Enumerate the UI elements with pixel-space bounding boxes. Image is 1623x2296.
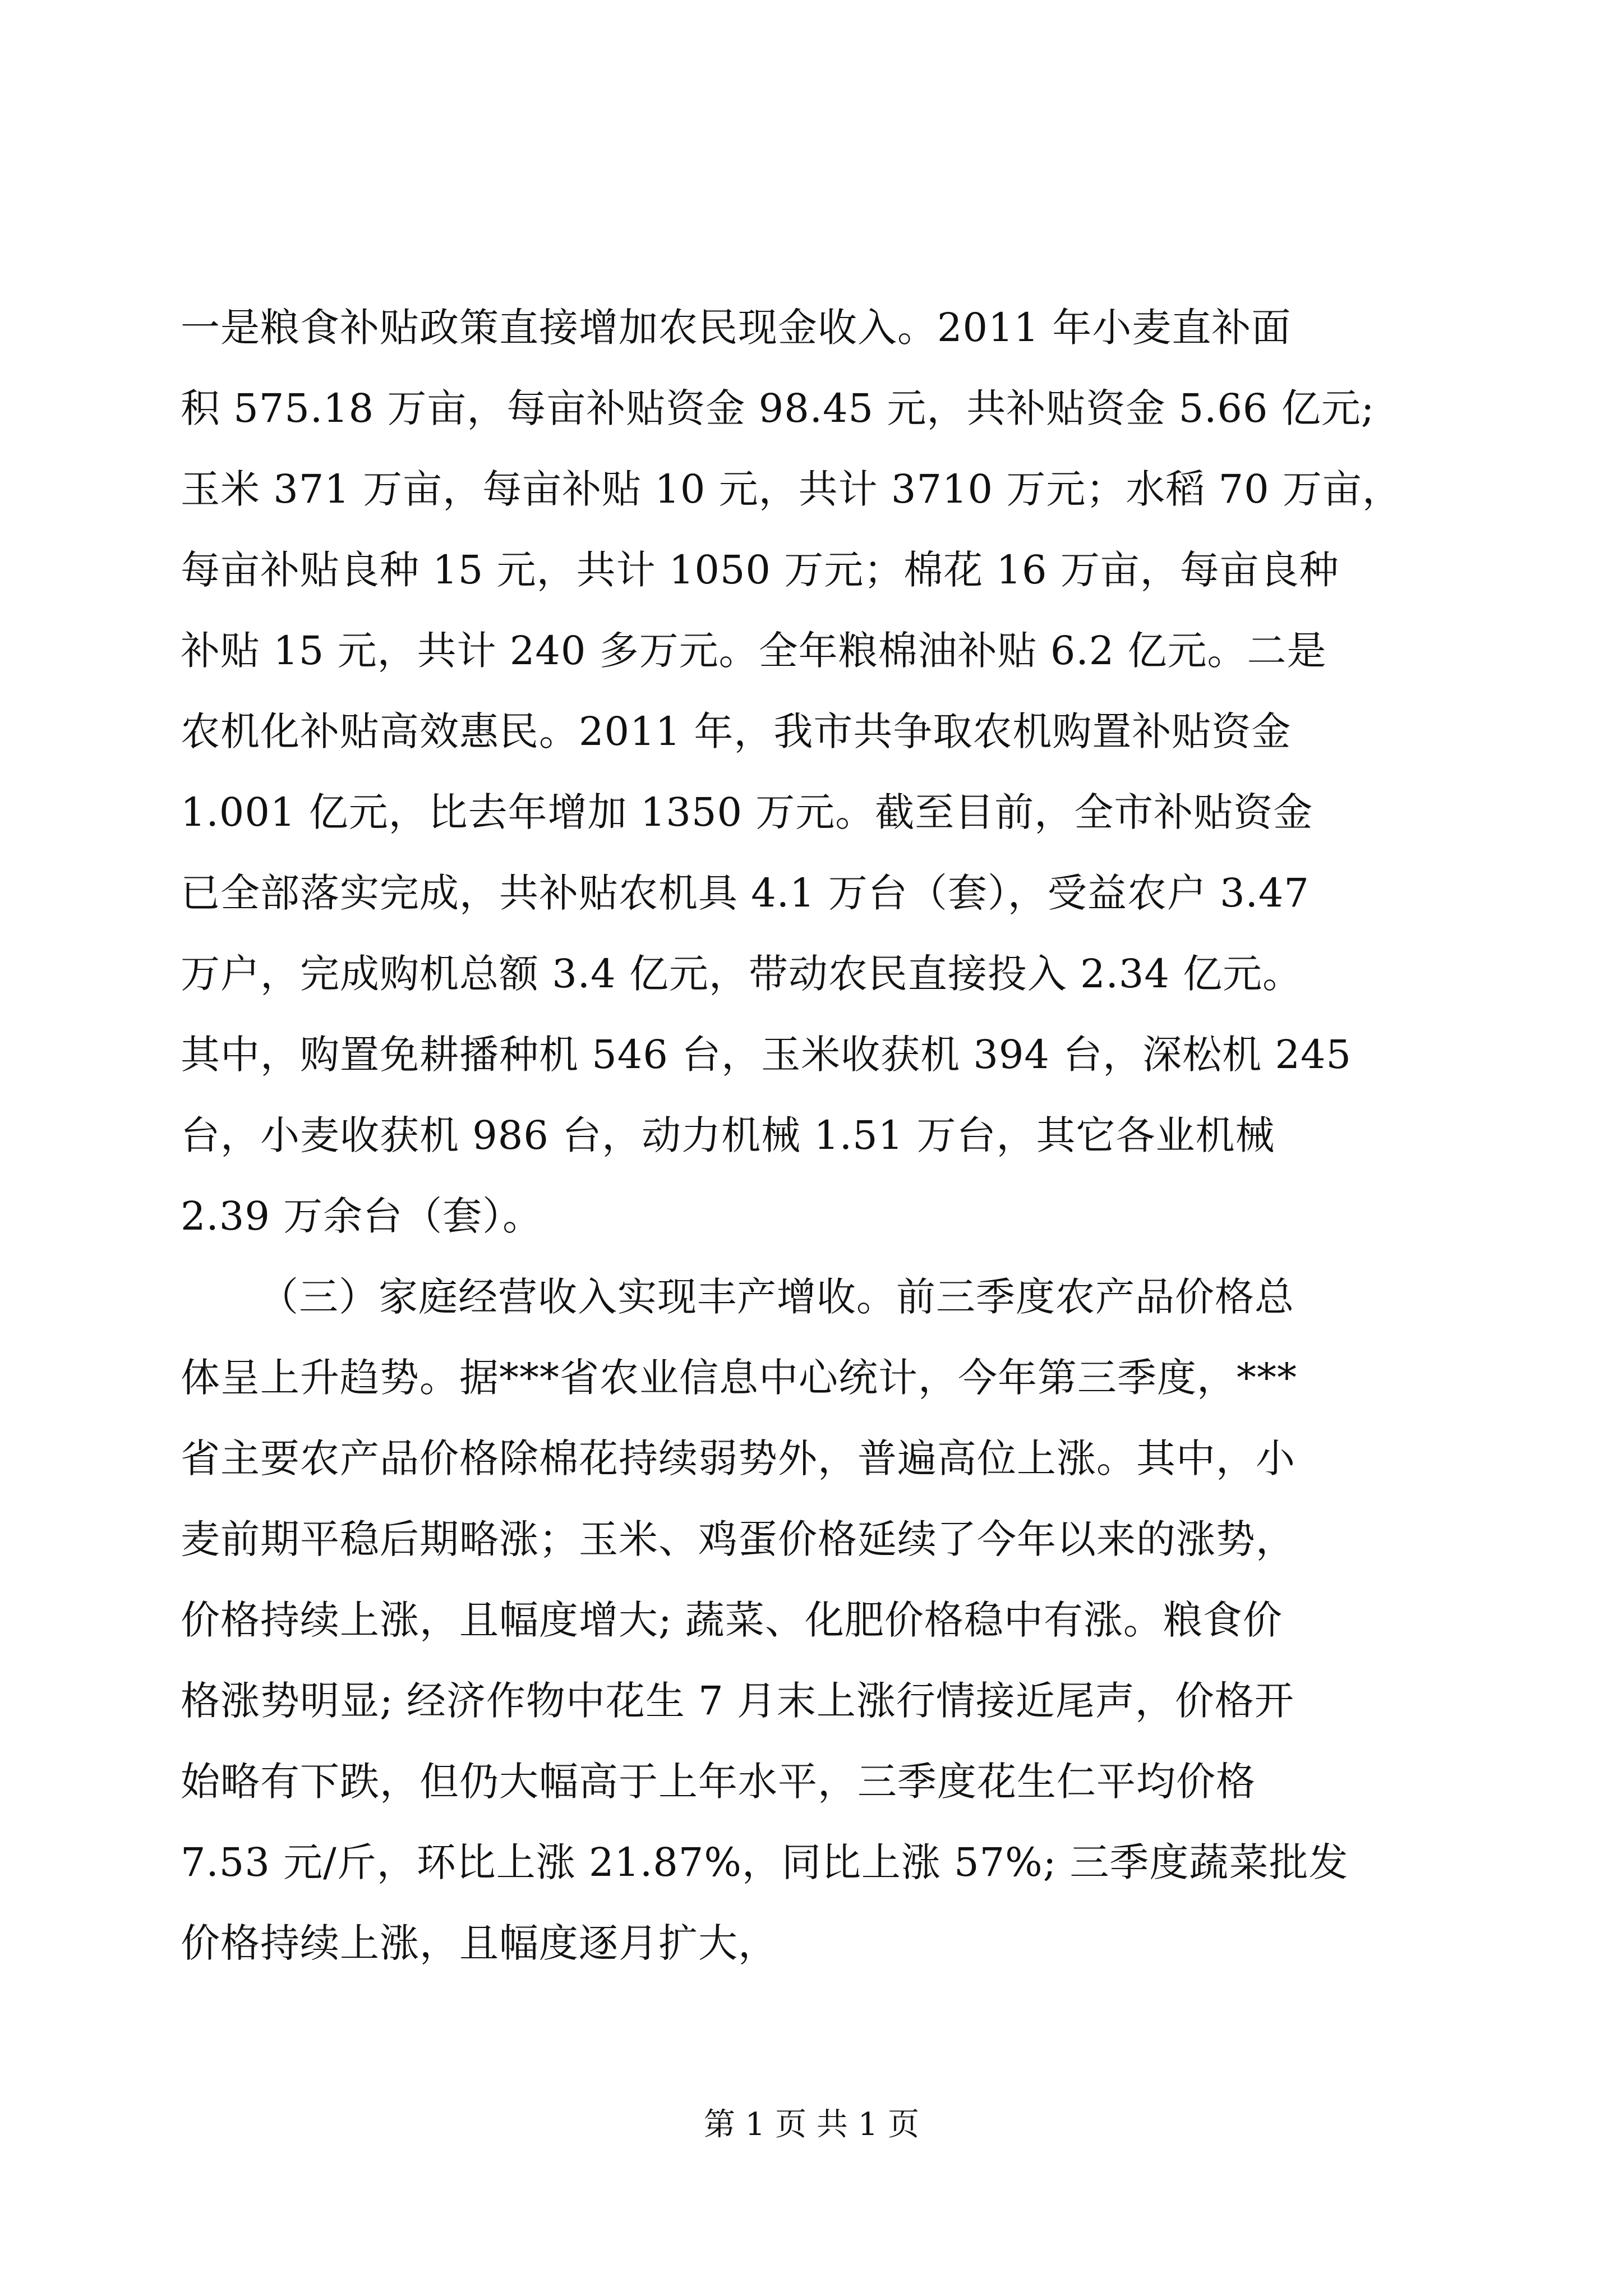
- text-line-9: 万户，完成购机总额 3.4 亿元，带动农民直接投入 2.34 亿元。: [181, 951, 1303, 997]
- section-heading-line: （三）家庭经营收入实现丰产增收。前三季度农产品价格总: [259, 1274, 1294, 1320]
- text-line-11: 台，小麦收获机 986 台，动力机械 1.51 万台，其它各业机械: [181, 1112, 1275, 1158]
- text-line-14: 体呈上升趋势。据***省农业信息中心统计，今年第三季度，***: [181, 1355, 1297, 1401]
- text-line-6: 农机化补贴高效惠民。2011 年，我市共争取农机购置补贴资金: [181, 708, 1292, 754]
- text-line-3: 玉米 371 万亩，每亩补贴 10 元，共计 3710 万元；水稻 70 万亩，: [181, 466, 1402, 512]
- text-line-1: 一是粮食补贴政策直接增加农民现金收入。2011 年小麦直补面: [181, 305, 1292, 351]
- text-line-5: 补贴 15 元，共计 240 多万元。全年粮棉油补贴 6.2 亿元。二是: [181, 628, 1327, 674]
- document-body: [181, 287, 1437, 1984]
- text-line-15: 省主要农产品价格除棉花持续弱势外，普遍高位上涨。其中，小: [181, 1435, 1295, 1481]
- text-line-8: 已全部落实完成，共补贴农机具 4.1 万台（套），受益农户 3.47: [181, 870, 1310, 916]
- page-footer: 第 1 页 共 1 页: [703, 2106, 920, 2143]
- text-line-18: 格涨势明显; 经济作物中花生 7 月末上涨行情接近尾声，价格开: [181, 1678, 1294, 1724]
- text-line-19: 始略有下跌，但仍大幅高于上年水平，三季度花生仁平均价格: [181, 1759, 1256, 1805]
- text-line-20: 7.53 元/斤，环比上涨 21.87%，同比上涨 57%; 三季度蔬菜批发: [181, 1839, 1349, 1885]
- text-line-21: 价格持续上涨，且幅度逐月扩大，: [181, 1920, 778, 1966]
- text-line-10: 其中，购置免耕播种机 546 台，玉米收获机 394 台，深松机 245: [181, 1032, 1352, 1078]
- text-line-12: 2.39 万余台（套）。: [181, 1193, 543, 1239]
- text-line-4: 每亩补贴良种 15 元，共计 1050 万元；棉花 16 万亩，每亩良种: [181, 547, 1339, 593]
- text-line-17: 价格持续上涨，且幅度增大; 蔬菜、化肥价格稳中有涨。粮食价: [181, 1597, 1283, 1643]
- text-line-2: 积 575.18 万亩，每亩补贴资金 98.45 元，共补贴资金 5.66 亿元;: [181, 385, 1375, 431]
- text-line-7: 1.001 亿元，比去年增加 1350 万元。截至目前，全市补贴资金: [181, 789, 1313, 835]
- text-line-16: 麦前期平稳后期略涨；玉米、鸡蛋价格延续了今年以来的涨势，: [181, 1516, 1295, 1562]
